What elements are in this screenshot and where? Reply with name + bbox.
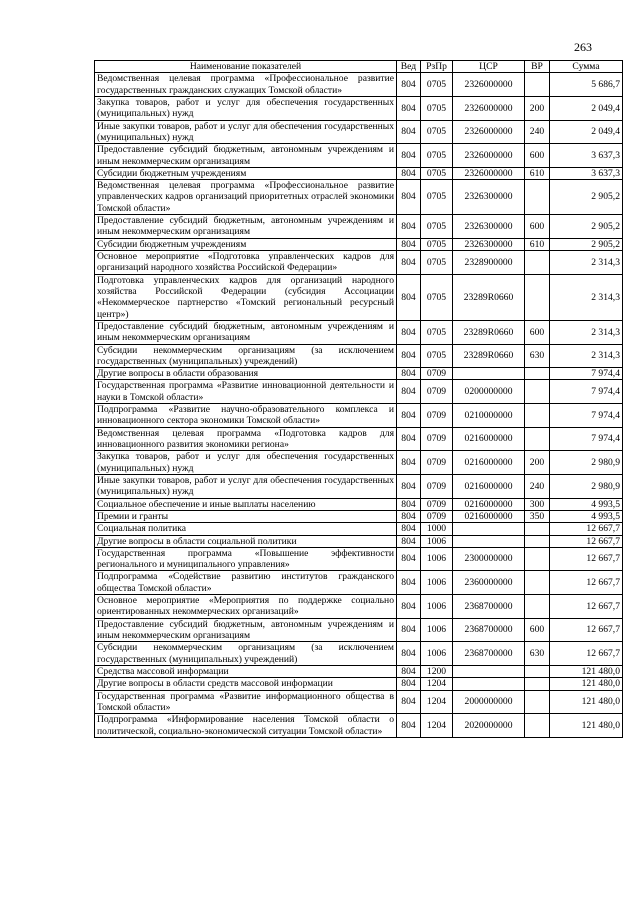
row-csr-cell: 2368700000 [453,618,525,642]
row-sum-cell: 121 480,0 [550,690,623,714]
table-row [95,238,623,250]
row-vr-cell: 630 [525,642,550,666]
row-name-cell: Иные закупки товаров, работ и услуг для обеспечения государственных (муниципальных) нужд [95,474,397,498]
table-row [95,380,623,404]
row-name-cell: Подпрограмма «Информирование населения Томской области о политической, социально-экономической ситуации Томской области» [95,714,397,738]
row-sum-cell: 2 980,9 [550,474,623,498]
row-name-cell: Субсидии бюджетным учреждениям [95,167,397,179]
row-ved-cell: 804 [397,714,421,738]
row-ved-cell: 804 [397,510,421,522]
row-sum-cell: 121 480,0 [550,678,623,690]
row-rzpr-cell: 1006 [421,642,453,666]
header-csr: ЦСР [453,61,525,73]
row-csr-cell: 2326000000 [453,167,525,179]
row-ved-cell: 804 [397,320,421,344]
row-name-cell: Субсидии бюджетным учреждениям [95,238,397,250]
row-vr-cell [525,380,550,404]
row-rzpr-cell: 0705 [421,274,453,320]
row-sum-cell: 12 667,7 [550,571,623,595]
row-name-cell: Социальное обеспечение и иные выплаты населению [95,498,397,510]
row-name-cell: Ведомственная целевая программа «Подготовка кадров для инновационного развития экономики региона» [95,427,397,451]
row-ved-cell: 804 [397,427,421,451]
row-csr-cell: 23289R0660 [453,320,525,344]
row-vr-cell [525,251,550,275]
table-row [95,642,623,666]
row-rzpr-cell: 0709 [421,427,453,451]
table-row [95,474,623,498]
row-name-cell: Субсидии некоммерческим организациям (за исключением государственных (муниципальных) учреждений) [95,344,397,368]
row-name-cell: Другие вопросы в области социальной политики [95,535,397,547]
row-rzpr-cell: 0705 [421,73,453,97]
row-vr-cell: 200 [525,96,550,120]
row-ved-cell: 804 [397,251,421,275]
table-row [95,167,623,179]
row-ved-cell: 804 [397,73,421,97]
row-name-cell: Подготовка управленческих кадров для организаций народного хозяйства Российской Федерации (субсидия Ассоциации «Некоммерческое партнерство «Томский региональный ресурсный центр») [95,274,397,320]
row-sum-cell: 12 667,7 [550,523,623,535]
row-sum-cell: 2 980,9 [550,451,623,475]
row-rzpr-cell: 1006 [421,618,453,642]
page-number: 263 [574,40,592,54]
table-row [95,618,623,642]
row-sum-cell: 12 667,7 [550,547,623,571]
row-rzpr-cell: 0709 [421,510,453,522]
row-csr-cell: 2300000000 [453,547,525,571]
row-sum-cell: 3 637,3 [550,167,623,179]
row-vr-cell: 350 [525,510,550,522]
row-vr-cell: 610 [525,238,550,250]
row-ved-cell: 804 [397,498,421,510]
row-rzpr-cell: 1006 [421,595,453,619]
row-rzpr-cell: 0709 [421,368,453,380]
row-name-cell: Другие вопросы в области образования [95,368,397,380]
row-sum-cell: 2 314,3 [550,251,623,275]
row-sum-cell: 2 905,2 [550,238,623,250]
table-body [95,73,623,738]
row-name-cell: Закупка товаров, работ и услуг для обеспечения государственных (муниципальных) нужд [95,451,397,475]
row-name-cell: Иные закупки товаров, работ и услуг для обеспечения государственных (муниципальных) нужд [95,120,397,144]
row-vr-cell [525,595,550,619]
row-ved-cell: 804 [397,167,421,179]
row-ved-cell: 804 [397,474,421,498]
table-row [95,427,623,451]
table-row [95,73,623,97]
table-row [95,180,623,215]
row-vr-cell [525,714,550,738]
row-csr-cell: 2326300000 [453,215,525,239]
row-csr-cell [453,535,525,547]
row-csr-cell: 2326000000 [453,144,525,168]
row-vr-cell: 240 [525,120,550,144]
row-sum-cell: 12 667,7 [550,618,623,642]
table-row [95,498,623,510]
row-name-cell: Премии и гранты [95,510,397,522]
row-ved-cell: 804 [397,642,421,666]
row-rzpr-cell: 1006 [421,535,453,547]
row-name-cell: Государственная программа «Развитие информационного общества в Томской области» [95,690,397,714]
row-sum-cell: 2 314,3 [550,274,623,320]
row-sum-cell: 7 974,4 [550,427,623,451]
row-rzpr-cell: 1204 [421,678,453,690]
row-name-cell: Предоставление субсидий бюджетным, автономным учреждениям и иным некоммерческим организациям [95,144,397,168]
row-name-cell: Основное мероприятие «Мероприятия по поддержке социально ориентированных некоммерческих организаций» [95,595,397,619]
header-ved: Вед [397,61,421,73]
row-vr-cell: 600 [525,144,550,168]
table-row [95,274,623,320]
row-sum-cell: 2 905,2 [550,180,623,215]
row-name-cell: Подпрограмма «Содействие развитию институтов гражданского общества Томской области» [95,571,397,595]
row-csr-cell: 23289R0660 [453,274,525,320]
row-sum-cell: 12 667,7 [550,535,623,547]
row-vr-cell: 300 [525,498,550,510]
row-rzpr-cell: 0705 [421,238,453,250]
table-row [95,535,623,547]
row-vr-cell: 600 [525,215,550,239]
row-sum-cell: 2 314,3 [550,344,623,368]
row-rzpr-cell: 0705 [421,120,453,144]
row-vr-cell: 600 [525,618,550,642]
row-rzpr-cell: 1006 [421,547,453,571]
row-ved-cell: 804 [397,96,421,120]
row-csr-cell: 2368700000 [453,642,525,666]
row-csr-cell: 0200000000 [453,380,525,404]
row-rzpr-cell: 0709 [421,451,453,475]
row-rzpr-cell: 1200 [421,665,453,677]
row-csr-cell: 0216000000 [453,474,525,498]
row-vr-cell [525,404,550,428]
header-row [95,61,623,73]
row-name-cell: Предоставление субсидий бюджетным, автономным учреждениям и иным некоммерческим организациям [95,320,397,344]
row-vr-cell [525,678,550,690]
table-row [95,96,623,120]
row-ved-cell: 804 [397,120,421,144]
row-vr-cell [525,427,550,451]
row-csr-cell: 0216000000 [453,510,525,522]
row-name-cell: Ведомственная целевая программа «Профессиональное развитие управленческих кадров организаций приоритетных отраслей экономики Томской области» [95,180,397,215]
header-rzpr: РзПр [421,61,453,73]
row-csr-cell [453,523,525,535]
row-rzpr-cell: 0705 [421,215,453,239]
row-rzpr-cell: 1204 [421,714,453,738]
row-vr-cell [525,571,550,595]
row-ved-cell: 804 [397,535,421,547]
row-sum-cell: 7 974,4 [550,404,623,428]
row-name-cell: Подпрограмма «Развитие научно-образовательного комплекса и инновационного сектора экономики Томской области» [95,404,397,428]
row-rzpr-cell: 0709 [421,380,453,404]
header-sum: Сумма [550,61,623,73]
row-ved-cell: 804 [397,180,421,215]
row-csr-cell [453,678,525,690]
row-ved-cell: 804 [397,380,421,404]
table-row [95,320,623,344]
row-vr-cell [525,690,550,714]
row-csr-cell: 0216000000 [453,498,525,510]
table-row [95,714,623,738]
table-row [95,144,623,168]
row-csr-cell: 23289R0660 [453,344,525,368]
row-sum-cell: 7 974,4 [550,380,623,404]
row-ved-cell: 804 [397,571,421,595]
row-vr-cell [525,73,550,97]
row-sum-cell: 2 314,3 [550,320,623,344]
budget-table [94,60,623,738]
row-ved-cell: 804 [397,368,421,380]
row-csr-cell: 0216000000 [453,427,525,451]
row-csr-cell: 2326000000 [453,73,525,97]
table-row [95,451,623,475]
row-csr-cell: 2368700000 [453,595,525,619]
table-row [95,665,623,677]
row-ved-cell: 804 [397,215,421,239]
table-row [95,368,623,380]
row-vr-cell [525,274,550,320]
row-rzpr-cell: 1204 [421,690,453,714]
table-row [95,510,623,522]
table-row [95,404,623,428]
row-ved-cell: 804 [397,678,421,690]
row-name-cell: Государственная программа «Развитие инновационной деятельности и науки в Томской области» [95,380,397,404]
row-sum-cell: 2 049,4 [550,96,623,120]
row-rzpr-cell: 0705 [421,96,453,120]
row-vr-cell [525,535,550,547]
row-sum-cell: 4 993,5 [550,510,623,522]
row-sum-cell: 7 974,4 [550,368,623,380]
row-rzpr-cell: 0705 [421,320,453,344]
row-sum-cell: 2 905,2 [550,215,623,239]
row-csr-cell: 2020000000 [453,714,525,738]
row-name-cell: Другие вопросы в области средств массовой информации [95,678,397,690]
row-csr-cell: 2326300000 [453,180,525,215]
row-name-cell: Субсидии некоммерческим организациям (за исключением государственных (муниципальных) учреждений) [95,642,397,666]
row-sum-cell: 2 049,4 [550,120,623,144]
table-row [95,120,623,144]
row-csr-cell: 2000000000 [453,690,525,714]
row-rzpr-cell: 0705 [421,144,453,168]
table-row [95,690,623,714]
row-sum-cell: 121 480,0 [550,714,623,738]
table-header [95,61,623,73]
row-vr-cell: 610 [525,167,550,179]
row-vr-cell [525,665,550,677]
row-ved-cell: 804 [397,665,421,677]
row-vr-cell: 200 [525,451,550,475]
row-vr-cell [525,368,550,380]
table-row [95,251,623,275]
row-vr-cell: 600 [525,320,550,344]
row-ved-cell: 804 [397,144,421,168]
row-vr-cell: 630 [525,344,550,368]
table-row [95,215,623,239]
row-csr-cell: 0216000000 [453,451,525,475]
row-rzpr-cell: 0709 [421,498,453,510]
row-rzpr-cell: 0705 [421,167,453,179]
row-csr-cell: 0210000000 [453,404,525,428]
row-name-cell: Средства массовой информации [95,665,397,677]
row-csr-cell: 2326300000 [453,238,525,250]
row-sum-cell: 5 686,7 [550,73,623,97]
row-sum-cell: 12 667,7 [550,595,623,619]
row-csr-cell: 2360000000 [453,571,525,595]
row-csr-cell [453,368,525,380]
row-sum-cell: 3 637,3 [550,144,623,168]
row-sum-cell: 12 667,7 [550,642,623,666]
row-csr-cell: 2326000000 [453,120,525,144]
row-rzpr-cell: 0705 [421,251,453,275]
row-rzpr-cell: 0705 [421,180,453,215]
row-name-cell: Ведомственная целевая программа «Профессиональное развитие государственных гражданских служащих Томской области» [95,73,397,97]
row-csr-cell [453,665,525,677]
table-row [95,595,623,619]
row-vr-cell: 240 [525,474,550,498]
table-row [95,547,623,571]
row-rzpr-cell: 0709 [421,404,453,428]
row-csr-cell: 2326000000 [453,96,525,120]
row-name-cell: Основное мероприятие «Подготовка управленческих кадров для организаций народного хозяйства Российской Федерации» [95,251,397,275]
header-vr: ВР [525,61,550,73]
row-name-cell: Социальная политика [95,523,397,535]
row-ved-cell: 804 [397,344,421,368]
row-ved-cell: 804 [397,595,421,619]
row-name-cell: Предоставление субсидий бюджетным, автономным учреждениям и иным некоммерческим организациям [95,215,397,239]
row-vr-cell [525,523,550,535]
row-ved-cell: 804 [397,404,421,428]
row-ved-cell: 804 [397,523,421,535]
row-rzpr-cell: 0709 [421,474,453,498]
row-sum-cell: 121 480,0 [550,665,623,677]
table-row [95,523,623,535]
row-csr-cell: 2328900000 [453,251,525,275]
row-rzpr-cell: 1006 [421,571,453,595]
row-ved-cell: 804 [397,547,421,571]
row-sum-cell: 4 993,5 [550,498,623,510]
row-name-cell: Предоставление субсидий бюджетным, автономным учреждениям и иным некоммерческим организациям [95,618,397,642]
table-row [95,344,623,368]
header-name: Наименование показателей [95,61,397,73]
table-row [95,678,623,690]
row-ved-cell: 804 [397,274,421,320]
row-ved-cell: 804 [397,618,421,642]
row-name-cell: Государственная программа «Повышение эффективности регионального и муниципального управления» [95,547,397,571]
row-name-cell: Закупка товаров, работ и услуг для обеспечения государственных (муниципальных) нужд [95,96,397,120]
table-row [95,571,623,595]
row-ved-cell: 804 [397,451,421,475]
row-vr-cell [525,547,550,571]
row-rzpr-cell: 1000 [421,523,453,535]
row-vr-cell [525,180,550,215]
row-ved-cell: 804 [397,690,421,714]
row-ved-cell: 804 [397,238,421,250]
row-rzpr-cell: 0705 [421,344,453,368]
